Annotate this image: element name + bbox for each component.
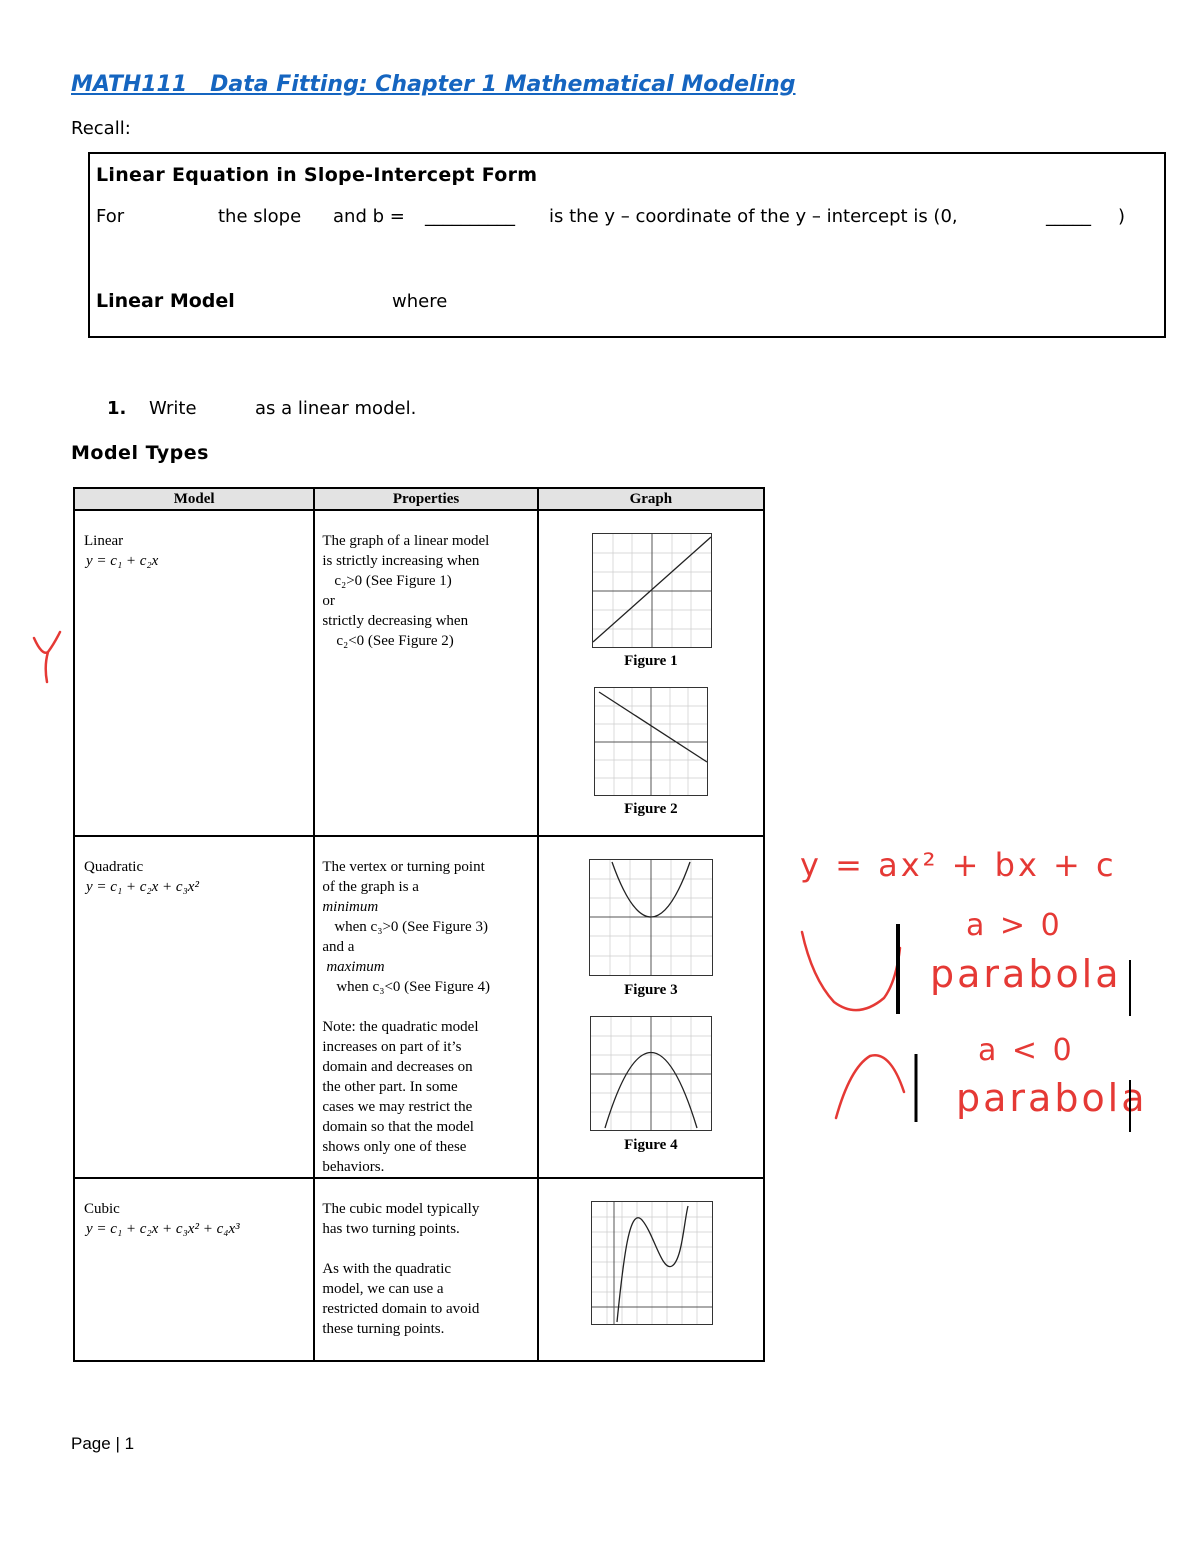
properties-cell [314,510,537,836]
linear-model-label: Linear Model [96,290,235,312]
for-label: For [96,206,125,227]
handwritten-label-2: parabola [956,1076,1148,1120]
recall-label: Recall: [71,118,131,139]
table-row [74,1178,764,1361]
page-number: 1 [124,1434,135,1453]
cursor-bar-1 [1126,960,1134,1020]
model-cell [74,836,314,1178]
figure-4-graph [590,1016,712,1131]
handwritten-y-mark [28,630,68,686]
prop-line: The cubic model typically [322,1201,480,1217]
prop-line: maximum [326,959,385,975]
note-line: shows only one of these [322,1139,467,1155]
page-title: MATH111 Data Fitting: Chapter 1 Mathematical Modeling [71,72,796,97]
prop-line: c₂>0 (See Figure 1) [334,573,452,589]
y-coordinate-text: is the y – coordinate of the y – intercept is (0, [549,206,958,227]
prop-line: of the graph is a [322,879,419,895]
prop-line: or [322,593,335,609]
b-text: and b = [333,206,405,227]
table-row [74,836,764,1178]
header-properties: Properties [314,488,537,510]
prop-line: restricted domain to avoid [322,1301,480,1317]
cursor-bar-2 [1126,1080,1134,1136]
exercise-rest: as a linear model. [255,398,417,419]
model-formula: y = c₁ + c₂x [86,553,159,569]
note-line: the other part. In some [322,1079,458,1095]
page-separator: | [115,1434,120,1453]
model-name: Cubic [84,1201,120,1217]
model-types-heading: Model Types [71,442,209,464]
table-row [74,510,764,836]
exercise-write: Write [149,398,197,419]
model-types-table [73,487,765,1362]
note-line: behaviors. [322,1159,385,1175]
close-paren: ) [1118,206,1126,227]
slope-text: the slope [218,206,302,227]
prop-line: The graph of a linear model [322,533,490,549]
figure-1-graph [592,533,712,648]
figure-2-label: Figure 2 [624,801,678,817]
table-header-row [74,488,764,510]
graph-cell [538,836,764,1178]
header-model: Model [74,488,314,510]
where-text: where [392,291,448,312]
figure-3-graph [589,859,713,976]
prop-line: has two turning points. [322,1221,460,1237]
upward-parabola-sketch [796,918,916,1018]
handwritten-label-1: parabola [930,952,1122,996]
model-cell [74,510,314,836]
prop-line: c₂<0 (See Figure 2) [336,633,454,649]
recall-box [88,152,1166,338]
handwritten-condition-1: a > 0 [966,908,1063,943]
note-line: increases on part of it’s [322,1039,462,1055]
note-line: cases we may restrict the [322,1099,473,1115]
prop-line: strictly decreasing when [322,613,469,629]
prop-line: when c₃<0 (See Figure 4) [336,979,490,995]
model-name: Linear [84,533,124,549]
model-name: Quadratic [84,859,144,875]
model-formula: y = c₁ + c₂x + c₃x² + c₄x³ [86,1221,240,1237]
graph-cell [538,510,764,836]
model-cell [74,1178,314,1361]
model-formula: y = c₁ + c₂x + c₃x² [86,879,199,895]
prop-line: As with the quadratic [322,1261,452,1277]
prop-line: these turning points. [322,1321,445,1337]
downward-parabola-sketch [830,1048,930,1126]
handwritten-equation: y = ax² + bx + c [800,846,1117,884]
figure-4-label: Figure 4 [624,1137,678,1153]
prop-line: The vertex or turning point [322,859,485,875]
figure-cubic-graph [591,1201,713,1325]
prop-line: and a [322,939,355,955]
note-line: Note: the quadratic model [322,1019,479,1035]
figure-1-label: Figure 1 [624,653,678,669]
handwritten-condition-2: a < 0 [978,1033,1075,1068]
prop-line: model, we can use a [322,1281,444,1297]
slope-intercept-heading: Linear Equation in Slope-Intercept Form [96,164,538,186]
properties-cell [314,1178,537,1361]
graph-cell [538,1178,764,1361]
prop-line: when c₃>0 (See Figure 3) [334,919,488,935]
blank-long: __________ [425,206,515,227]
note-line: domain so that the model [322,1119,474,1135]
handwritten-y [24,628,25,629]
blank-short: _____ [1046,206,1091,227]
exercise-number: 1. [107,398,127,419]
page-footer [71,1434,134,1454]
prop-line: minimum [322,899,379,915]
figure-2-graph [594,687,708,796]
header-graph: Graph [538,488,764,510]
page-label: Page [71,1434,111,1453]
properties-cell [314,836,537,1178]
prop-line: is strictly increasing when [322,553,480,569]
note-line: domain and decreases on [322,1059,473,1075]
figure-3-label: Figure 3 [624,982,678,998]
